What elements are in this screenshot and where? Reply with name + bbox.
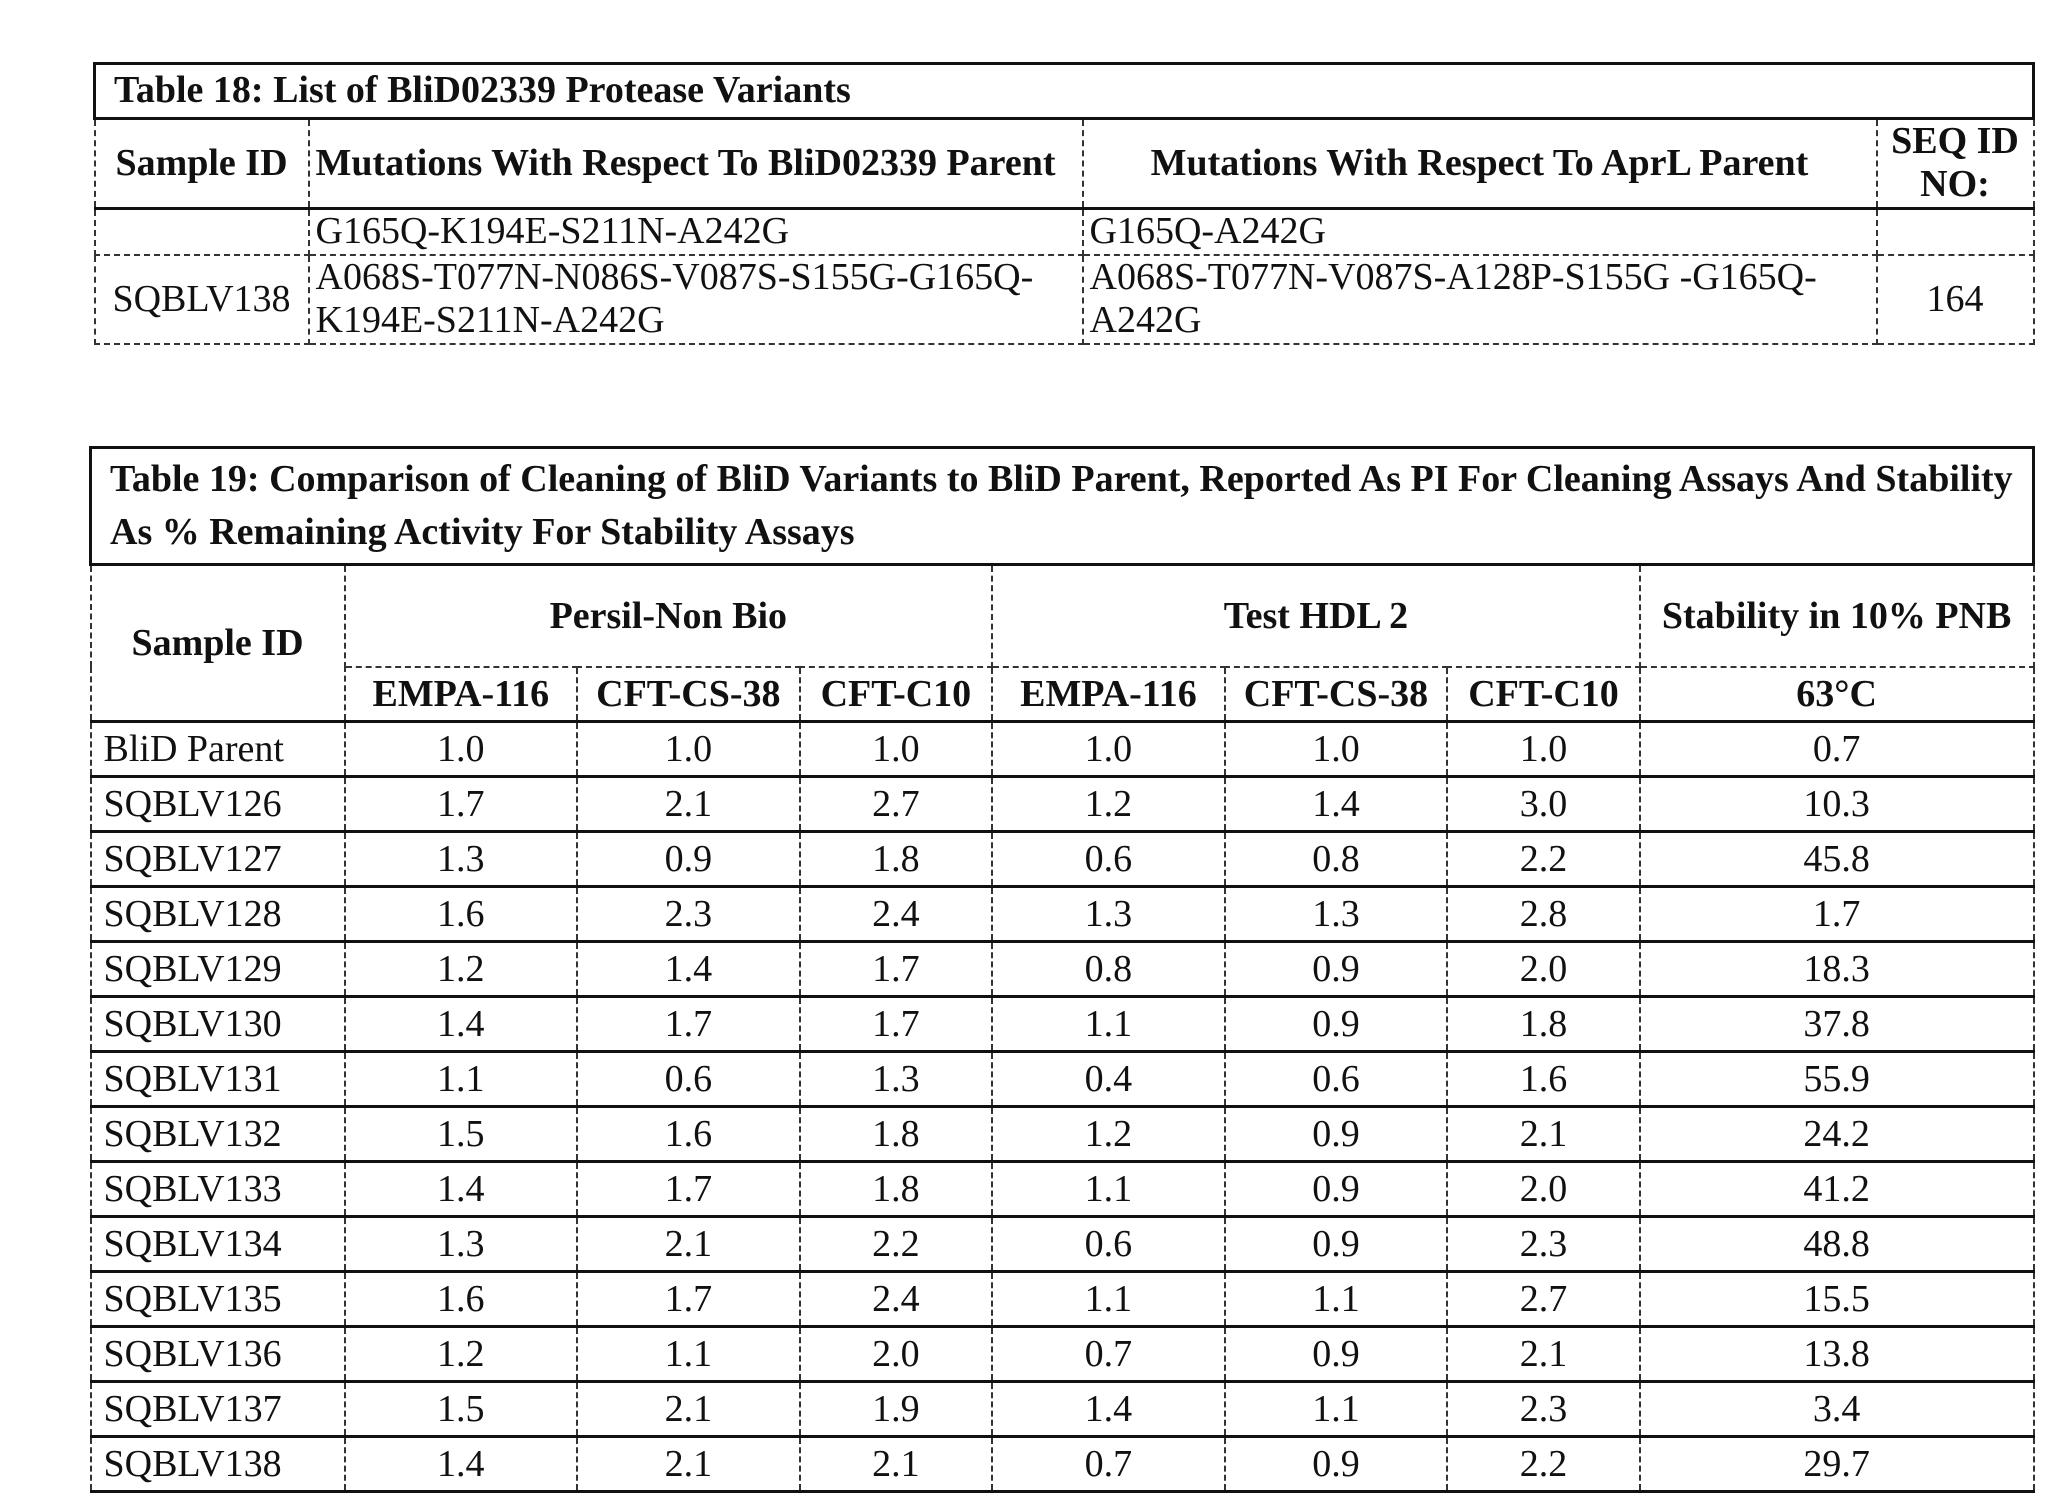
cell-value: 0.7 xyxy=(992,1327,1225,1382)
cell-value: 0.9 xyxy=(1225,1437,1448,1492)
table-row xyxy=(91,1437,2034,1492)
table-19-title: Table 19: Comparison of Cleaning of BliD Variants to BliD Parent, Reported As PI For Cleaning Assays And Stability As % Remaining Activity For Stability Assays xyxy=(91,448,2034,565)
cell-value: 2.1 xyxy=(577,1437,800,1492)
subheader-cft-cs-38: CFT-CS-38 xyxy=(577,667,800,722)
header-seq-id: SEQ ID NO: xyxy=(1877,118,2034,208)
table-row xyxy=(95,255,2034,344)
cell-value: 1.3 xyxy=(800,1052,992,1107)
cell-value: 2.1 xyxy=(1447,1327,1639,1382)
cell-value: 0.4 xyxy=(992,1052,1225,1107)
cell-value: 1.0 xyxy=(1225,722,1448,777)
cell-value: 0.9 xyxy=(1225,942,1448,997)
cell-value: 0.9 xyxy=(1225,1107,1448,1162)
cell-value: 29.7 xyxy=(1640,1437,2034,1492)
cell-value: 1.1 xyxy=(1225,1272,1448,1327)
cell-sample-id: BliD Parent xyxy=(91,722,345,777)
cell-sample-id: SQBLV136 xyxy=(91,1327,345,1382)
cell-value: 1.9 xyxy=(800,1382,992,1437)
cell-seq-id: 164 xyxy=(1877,255,2034,344)
cell-sample-id: SQBLV131 xyxy=(91,1052,345,1107)
subheader-cft-cs-38: CFT-CS-38 xyxy=(1225,667,1448,722)
cell-value: 1.1 xyxy=(992,997,1225,1052)
cell-sample-id: SQBLV127 xyxy=(91,832,345,887)
table-row xyxy=(91,1327,2034,1382)
cell-seq-id xyxy=(1877,209,2034,255)
subheader-cft-c10: CFT-C10 xyxy=(800,667,992,722)
cell-value: 1.3 xyxy=(992,887,1225,942)
cell-mutations-blid: G165Q-K194E-S211N-A242G xyxy=(309,209,1083,255)
cell-value: 1.8 xyxy=(800,1107,992,1162)
cell-value: 1.6 xyxy=(1447,1052,1639,1107)
cell-value: 2.3 xyxy=(1447,1382,1639,1437)
cell-value: 41.2 xyxy=(1640,1162,2034,1217)
cell-value: 0.9 xyxy=(1225,1217,1448,1272)
cell-sample-id: SQBLV128 xyxy=(91,887,345,942)
cell-value: 1.0 xyxy=(800,722,992,777)
cell-value: 1.1 xyxy=(345,1052,578,1107)
cell-value: 0.9 xyxy=(1225,1327,1448,1382)
cell-value: 1.4 xyxy=(1225,777,1448,832)
cell-value: 1.1 xyxy=(992,1272,1225,1327)
cell-value: 2.0 xyxy=(1447,942,1639,997)
header-test-hdl-2: Test HDL 2 xyxy=(992,565,1640,668)
cell-mutations-aprl: A068S-T077N-V087S-A128P-S155G -G165Q-A242G xyxy=(1083,255,1877,344)
cell-value: 2.8 xyxy=(1447,887,1639,942)
subheader-63c: 63°C xyxy=(1640,667,2034,722)
table-row xyxy=(91,887,2034,942)
cell-value: 1.7 xyxy=(577,1272,800,1327)
cell-value: 1.1 xyxy=(577,1327,800,1382)
table-row xyxy=(91,1162,2034,1217)
cell-value: 0.8 xyxy=(1225,832,1448,887)
cell-value: 1.4 xyxy=(345,1437,578,1492)
table-row xyxy=(91,997,2034,1052)
cell-value: 2.7 xyxy=(800,777,992,832)
cell-value: 0.7 xyxy=(992,1437,1225,1492)
table-row xyxy=(91,1052,2034,1107)
cell-value: 1.7 xyxy=(800,997,992,1052)
cell-value: 3.0 xyxy=(1447,777,1639,832)
subheader-cft-c10: CFT-C10 xyxy=(1447,667,1639,722)
cell-sample-id: SQBLV137 xyxy=(91,1382,345,1437)
cell-value: 1.0 xyxy=(577,722,800,777)
cell-value: 1.2 xyxy=(345,1327,578,1382)
cell-value: 0.9 xyxy=(577,832,800,887)
cell-value: 2.1 xyxy=(577,777,800,832)
cell-value: 1.2 xyxy=(992,777,1225,832)
cell-value: 2.4 xyxy=(800,1272,992,1327)
cell-value: 37.8 xyxy=(1640,997,2034,1052)
cell-value: 3.4 xyxy=(1640,1382,2034,1437)
cell-value: 15.5 xyxy=(1640,1272,2034,1327)
cell-sample-id: SQBLV126 xyxy=(91,777,345,832)
cell-value: 2.0 xyxy=(1447,1162,1639,1217)
cell-value: 1.5 xyxy=(345,1382,578,1437)
cell-value: 1.4 xyxy=(345,997,578,1052)
cell-value: 1.4 xyxy=(992,1382,1225,1437)
cell-mutations-aprl: G165Q-A242G xyxy=(1083,209,1877,255)
cell-value: 2.2 xyxy=(1447,1437,1639,1492)
cell-sample-id xyxy=(95,209,309,255)
cell-value: 13.8 xyxy=(1640,1327,2034,1382)
cell-sample-id: SQBLV135 xyxy=(91,1272,345,1327)
table-18 xyxy=(93,62,2035,345)
cell-sample-id: SQBLV133 xyxy=(91,1162,345,1217)
cell-value: 1.6 xyxy=(345,887,578,942)
cell-value: 2.2 xyxy=(1447,832,1639,887)
cell-value: 1.0 xyxy=(345,722,578,777)
header-mutations-aprl: Mutations With Respect To AprL Parent xyxy=(1083,118,1877,208)
cell-value: 0.6 xyxy=(1225,1052,1448,1107)
cell-value: 1.8 xyxy=(800,1162,992,1217)
cell-value: 1.3 xyxy=(345,1217,578,1272)
cell-value: 1.8 xyxy=(800,832,992,887)
cell-value: 1.2 xyxy=(992,1107,1225,1162)
table-row xyxy=(91,722,2034,777)
table-19 xyxy=(89,446,2035,1493)
cell-value: 1.4 xyxy=(345,1162,578,1217)
cell-sample-id: SQBLV138 xyxy=(91,1437,345,1492)
cell-value: 24.2 xyxy=(1640,1107,2034,1162)
table-row xyxy=(91,777,2034,832)
cell-value: 0.9 xyxy=(1225,997,1448,1052)
header-sample-id: Sample ID xyxy=(95,118,309,208)
subheader-empa-116: EMPA-116 xyxy=(992,667,1225,722)
cell-value: 1.8 xyxy=(1447,997,1639,1052)
cell-value: 0.6 xyxy=(992,832,1225,887)
cell-value: 1.0 xyxy=(992,722,1225,777)
cell-value: 1.7 xyxy=(1640,887,2034,942)
cell-value: 1.3 xyxy=(1225,887,1448,942)
cell-mutations-blid: A068S-T077N-N086S-V087S-S155G-G165Q-K194E-S211N-A242G xyxy=(309,255,1083,344)
cell-value: 0.6 xyxy=(992,1217,1225,1272)
table-row xyxy=(91,1217,2034,1272)
header-sample-id: Sample ID xyxy=(91,565,345,722)
table-row xyxy=(91,1382,2034,1437)
subheader-empa-116: EMPA-116 xyxy=(345,667,578,722)
cell-value: 10.3 xyxy=(1640,777,2034,832)
cell-value: 2.7 xyxy=(1447,1272,1639,1327)
cell-value: 2.1 xyxy=(577,1382,800,1437)
cell-value: 2.4 xyxy=(800,887,992,942)
cell-value: 55.9 xyxy=(1640,1052,2034,1107)
cell-sample-id: SQBLV138 xyxy=(95,255,309,344)
cell-value: 2.1 xyxy=(800,1437,992,1492)
header-stability: Stability in 10% PNB xyxy=(1640,565,2034,668)
cell-value: 1.7 xyxy=(345,777,578,832)
table-row xyxy=(91,942,2034,997)
cell-value: 2.1 xyxy=(1447,1107,1639,1162)
cell-value: 2.1 xyxy=(577,1217,800,1272)
header-persil-non-bio: Persil-Non Bio xyxy=(345,565,993,668)
cell-value: 1.7 xyxy=(577,997,800,1052)
cell-value: 1.1 xyxy=(1225,1382,1448,1437)
cell-value: 0.7 xyxy=(1640,722,2034,777)
cell-value: 1.7 xyxy=(800,942,992,997)
table-row xyxy=(91,1107,2034,1162)
cell-value: 48.8 xyxy=(1640,1217,2034,1272)
cell-value: 1.4 xyxy=(577,942,800,997)
cell-value: 1.6 xyxy=(577,1107,800,1162)
cell-value: 1.0 xyxy=(1447,722,1639,777)
table-row xyxy=(95,209,2034,255)
cell-sample-id: SQBLV130 xyxy=(91,997,345,1052)
cell-sample-id: SQBLV132 xyxy=(91,1107,345,1162)
table-row xyxy=(91,832,2034,887)
cell-value: 1.5 xyxy=(345,1107,578,1162)
cell-value: 2.0 xyxy=(800,1327,992,1382)
cell-value: 45.8 xyxy=(1640,832,2034,887)
cell-value: 2.3 xyxy=(1447,1217,1639,1272)
table-18-title: Table 18: List of BliD02339 Protease Variants xyxy=(95,64,2034,119)
cell-value: 1.1 xyxy=(992,1162,1225,1217)
cell-value: 0.9 xyxy=(1225,1162,1448,1217)
cell-value: 2.2 xyxy=(800,1217,992,1272)
cell-value: 18.3 xyxy=(1640,942,2034,997)
cell-value: 1.6 xyxy=(345,1272,578,1327)
cell-value: 1.7 xyxy=(577,1162,800,1217)
cell-value: 1.2 xyxy=(345,942,578,997)
cell-value: 2.3 xyxy=(577,887,800,942)
cell-value: 1.3 xyxy=(345,832,578,887)
cell-value: 0.6 xyxy=(577,1052,800,1107)
cell-sample-id: SQBLV129 xyxy=(91,942,345,997)
header-mutations-blid: Mutations With Respect To BliD02339 Parent xyxy=(309,118,1083,208)
cell-value: 0.8 xyxy=(992,942,1225,997)
table-row xyxy=(91,1272,2034,1327)
cell-sample-id: SQBLV134 xyxy=(91,1217,345,1272)
